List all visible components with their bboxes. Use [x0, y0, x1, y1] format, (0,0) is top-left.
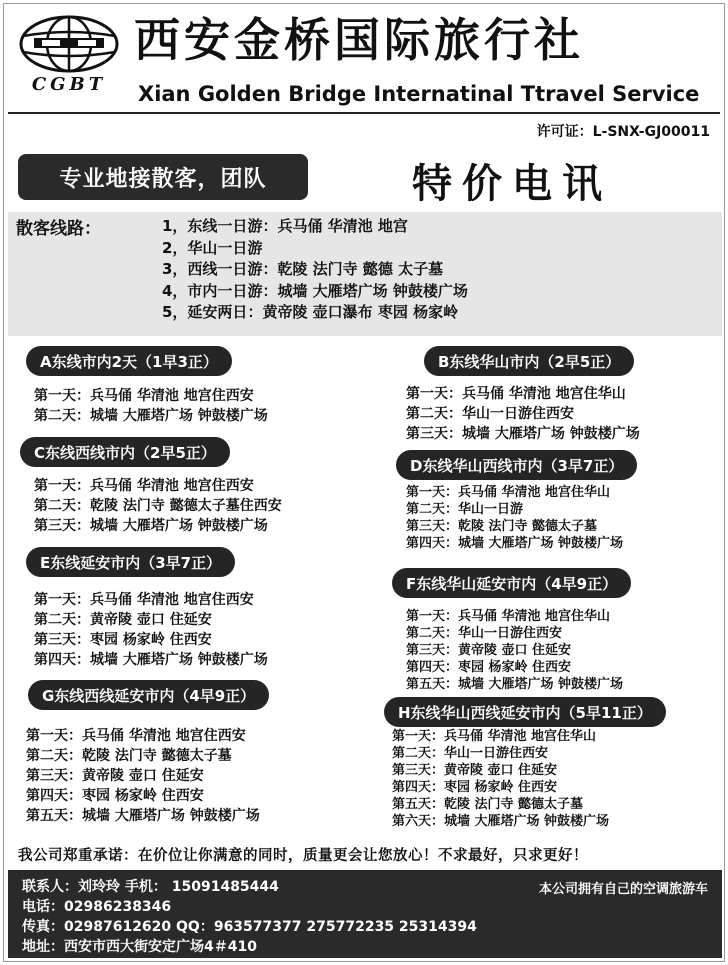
header-divider: [8, 112, 720, 114]
itinerary-day: 第二天：华山一日游住西安: [406, 406, 574, 422]
contact-footer: [8, 870, 722, 958]
itinerary-day: 第二天：黄帝陵 壶口 住延安: [34, 612, 212, 628]
package-f-title: F东线华山延安市内（4早9正）: [392, 568, 631, 598]
itinerary-day: 第二天：华山一日游住西安: [406, 626, 563, 641]
contact-fax-qq: 传真：02987612620 QQ：963577377 275772235 25314394: [22, 919, 477, 935]
scatter-route-3: 3，西线一日游：乾陵 法门寺 懿德 太子墓: [162, 260, 444, 278]
contact-address: 地址：西安市西大街安定广场4＃410: [22, 939, 257, 955]
itinerary-day: 第二天：华山一日游住西安: [392, 746, 549, 761]
itinerary-day: 第二天：城墙 大雁塔广场 钟鼓楼广场: [34, 408, 268, 424]
itinerary-day: 第四天：城墙 大雁塔广场 钟鼓楼广场: [406, 536, 624, 551]
itinerary-day: 第三天：黄帝陵 壶口 住延安: [392, 763, 558, 778]
package-g-itinerary: [26, 726, 260, 826]
itinerary-day: 第一天：兵马俑 华清池 地宫住华山: [392, 729, 597, 744]
itinerary-day: 第四天：枣园 杨家岭 住西安: [26, 788, 204, 804]
scatter-route-5: 5，延安两日：黄帝陵 壶口瀑布 枣园 杨家岭: [162, 303, 459, 321]
package-e-title: E东线延安市内（3早7正）: [26, 547, 235, 577]
itinerary-day: 第三天：城墙 大雁塔广场 钟鼓楼广场: [34, 518, 268, 534]
contact-person: 联系人：刘玲玲 手机： 15091485444: [22, 879, 279, 895]
itinerary-day: 第一天：兵马俑 华清池 地宫住西安: [26, 728, 246, 744]
itinerary-day: 第一天：兵马俑 华清池 地宫住西安: [34, 478, 254, 494]
company-name-cn: 西安金桥国际旅行社: [134, 13, 584, 67]
itinerary-day: 第四天：枣园 杨家岭 住西安: [392, 780, 558, 795]
itinerary-day: 第一天：兵马俑 华清池 地宫住西安: [34, 592, 254, 608]
itinerary-day: 第三天：城墙 大雁塔广场 钟鼓楼广场: [406, 426, 640, 442]
scatter-route-1: 1，东线一日游：兵马俑 华清池 地宫: [162, 217, 408, 235]
itinerary-day: 第二天：乾陵 法门寺 懿德太子墓: [26, 748, 232, 764]
package-g-title: G东线西线延安市内（4早9正）: [28, 680, 269, 710]
itinerary-day: 第三天：枣园 杨家岭 住西安: [34, 632, 212, 648]
package-h-itinerary: [392, 728, 609, 830]
itinerary-day: 第一天：兵马俑 华清池 地宫住西安: [34, 388, 254, 404]
service-banner: 专业地接散客，团队: [18, 154, 308, 200]
scatter-route-4: 4，市内一日游：城墙 大雁塔广场 钟鼓楼广场: [162, 281, 468, 300]
itinerary-day: 第三天：黄帝陵 壶口 住延安: [26, 768, 204, 784]
package-b-itinerary: [406, 384, 640, 444]
company-promise: 我公司郑重承诺：在价位让你满意的同时，质量更会让您放心！不求最好，只求更好！: [18, 848, 588, 864]
itinerary-day: 第六天：城墙 大雁塔广场 钟鼓楼广场: [392, 814, 610, 829]
package-e-itinerary: [34, 590, 268, 670]
itinerary-day: 第一天：兵马俑 华清池 地宫住华山: [406, 609, 611, 624]
package-c-title: C东线西线市内（2早5正）: [20, 437, 230, 467]
package-b-title: B东线华山市内（2早5正）: [424, 346, 634, 376]
itinerary-day: 第四天：城墙 大雁塔广场 钟鼓楼广场: [34, 652, 268, 668]
itinerary-day: 第五天：城墙 大雁塔广场 钟鼓楼广场: [406, 677, 624, 692]
logo-text: CGBT: [31, 74, 107, 95]
contact-phone: 电话：02986238346: [22, 899, 172, 915]
itinerary-day: 第三天：黄帝陵 壶口 住延安: [406, 643, 572, 658]
itinerary-day: 第五天：乾陵 法门寺 懿德太子墓: [392, 797, 584, 812]
bus-note: 本公司拥有自己的空调旅游车: [538, 882, 708, 897]
package-f-itinerary: [406, 608, 623, 693]
company-logo: [14, 14, 124, 96]
itinerary-day: 第一天：兵马俑 华清池 地宫住华山: [406, 386, 626, 402]
package-a-itinerary: [34, 386, 268, 426]
itinerary-day: 第二天：乾陵 法门寺 懿德太子墓住西安: [34, 498, 282, 514]
scatter-routes-list: [162, 216, 468, 324]
scatter-routes-label: 散客线路：: [16, 219, 101, 239]
company-name-en: Xian Golden Bridge Internatinal Ttravel Service: [138, 82, 700, 106]
package-h-title: H东线华山西线延安市内（5早11正）: [384, 697, 666, 727]
itinerary-day: 第五天：城墙 大雁塔广场 钟鼓楼广场: [26, 808, 260, 824]
package-d-itinerary: [406, 484, 623, 552]
itinerary-day: 第二天：华山一日游: [406, 502, 524, 517]
special-offer-heading: 特价电讯: [412, 161, 612, 207]
license-number: 许可证：L-SNX-GJ00011: [536, 124, 710, 140]
itinerary-day: 第一天：兵马俑 华清池 地宫住华山: [406, 485, 611, 500]
itinerary-day: 第四天：枣园 杨家岭 住西安: [406, 660, 572, 675]
package-c-itinerary: [34, 476, 282, 536]
package-a-title: A东线市内2天（1早3正）: [26, 346, 232, 376]
package-d-title: D东线华山西线市内（3早7正）: [396, 450, 637, 480]
scatter-route-2: 2，华山一日游: [162, 238, 263, 257]
itinerary-day: 第三天：乾陵 法门寺 懿德太子墓: [406, 519, 598, 534]
